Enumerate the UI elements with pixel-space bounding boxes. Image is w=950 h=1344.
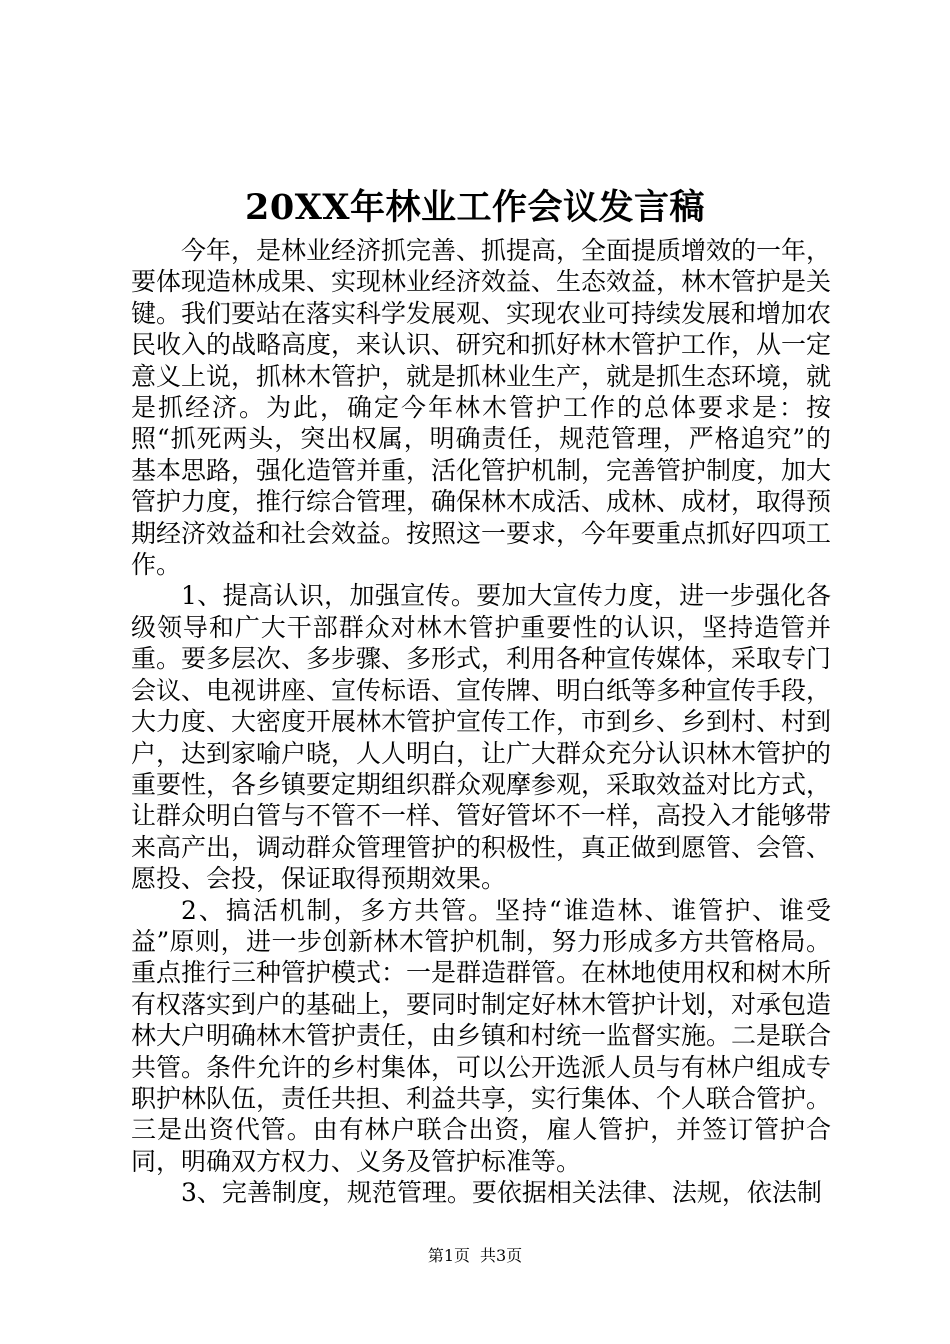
paragraph-intro: 今年，是林业经济抓完善、抓提高，全面提质增效的一年，要体现造林成果、实现林业经济效益、生态效益，林木管护是关键。我们要站在落实科学发展观、实现农业可持续发展和增加农民收入的战略高度，来认识、研究和抓好林木管护工作，从一定意义上说，抓林木管护，就是抓林业生产，就是抓生态环境，就是抓经济。为此，确定今年林木管护工作的总体要求是：按照“抓死两头，突出权属，明确责任，规范管理，严格追究”的基本思路，强化造管并重，活化管护机制，完善管护制度，加大管护力度，推行综合管理，确保林木成活、成林、成材，取得预期经济效益和社会效益。按照这一要求，今年要重点抓好四项工作。: [131, 236, 832, 580]
paragraph-item-1: 1、提高认识，加强宣传。要加大宣传力度，进一步强化各级领导和广大干部群众对林木管护重要性的认识，坚持造管并重。要多层次、多步骤、多形式，利用各种宣传媒体，采取专门会议、电视讲座、宣传标语、宣传牌、明白纸等多种宣传手段，大力度、大密度开展林木管护宣传工作，市到乡、乡到村、村到户，达到家喻户晓，人人明白，让广大群众充分认识林木管护的重要性，各乡镇要定期组织群众观摩参观，采取效益对比方式，让群众明白管与不管不一样、管好管坏不一样，高投入才能够带来高产出，调动群众管理管护的积极性，真正做到愿管、会管、愿投、会投，保证取得预期效果。: [131, 581, 832, 894]
page-total: 共3页: [480, 1246, 523, 1265]
page-footer: [0, 1246, 950, 1266]
paragraph-item-3: 3、完善制度，规范管理。要依据相关法律、法规，依法制: [181, 1178, 822, 1208]
paragraph-item-2: 2、搞活机制，多方共管。坚持“谁造林、谁管护、谁受益”原则，进一步创新林木管护机制，努力形成多方共管格局。重点推行三种管护模式：一是群造群管。在林地使用权和树木所有权落实到户的基础上，要同时制定好林木管护计划，对承包造林大户明确林木管护责任，由乡镇和村统一监督实施。二是联合共管。条件允许的乡村集体，可以公开选派人员与有林户组成专职护林队伍，责任共担、利益共享，实行集体、个人联合管护。三是出资代管。由有林户联合出资，雇人管护，并签订管护合同，明确双方权力、义务及管护标准等。: [131, 895, 832, 1176]
document-title: 20XX年林业工作会议发言稿: [244, 187, 706, 228]
page-number: 第1页: [427, 1246, 470, 1265]
document-body: [131, 235, 831, 1209]
